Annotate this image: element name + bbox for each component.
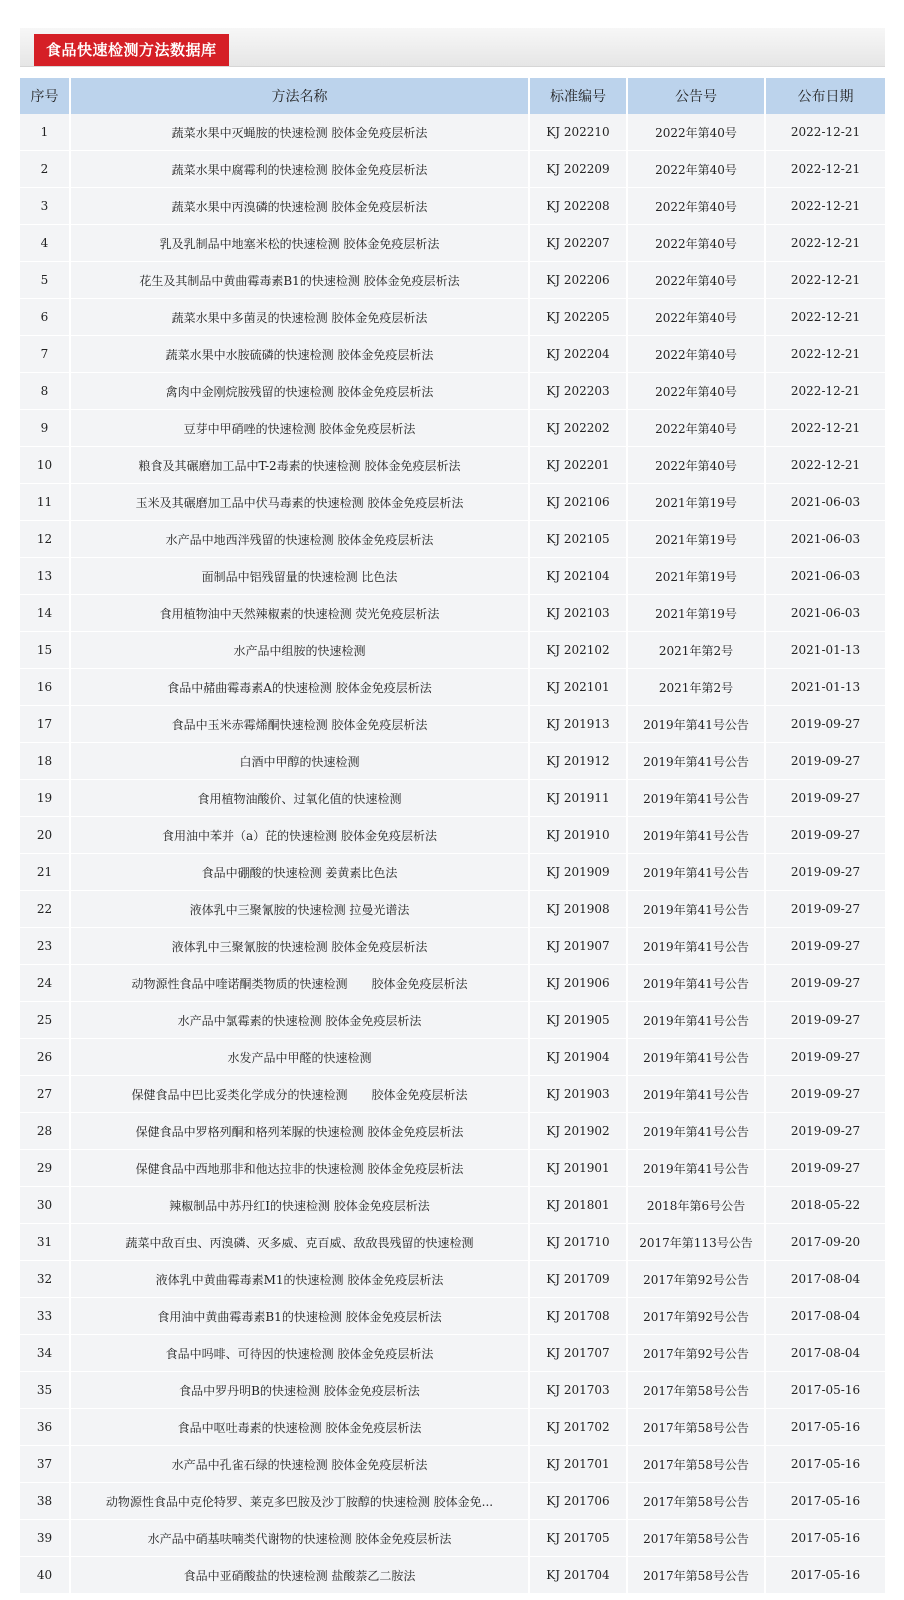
- cell-publish-date: 2022-12-21: [766, 373, 885, 410]
- cell-method-name[interactable]: 蔬菜水果中水胺硫磷的快速检测 胶体金免疫层析法: [71, 336, 530, 373]
- cell-method-name[interactable]: 面制品中铝残留量的快速检测 比色法: [71, 558, 530, 595]
- cell-announcement-number: 2019年第41号公告: [628, 1150, 766, 1187]
- cell-index: 36: [20, 1409, 71, 1446]
- cell-standard-number: KJ 201904: [530, 1039, 628, 1076]
- cell-method-name[interactable]: 蔬菜水果中多菌灵的快速检测 胶体金免疫层析法: [71, 299, 530, 336]
- cell-publish-date: 2017-05-16: [766, 1483, 885, 1520]
- cell-standard-number: KJ 201704: [530, 1557, 628, 1594]
- cell-announcement-number: 2017年第58号公告: [628, 1409, 766, 1446]
- cell-standard-number: KJ 201910: [530, 817, 628, 854]
- page: [20, 28, 885, 1594]
- cell-index: 11: [20, 484, 71, 521]
- cell-standard-number: KJ 202202: [530, 410, 628, 447]
- table-row[interactable]: [20, 1335, 885, 1372]
- cell-publish-date: 2017-05-16: [766, 1520, 885, 1557]
- cell-index: 13: [20, 558, 71, 595]
- cell-announcement-number: 2019年第41号公告: [628, 1002, 766, 1039]
- cell-method-name[interactable]: 辣椒制品中苏丹红I的快速检测 胶体金免疫层析法: [71, 1187, 530, 1224]
- table-row[interactable]: [20, 188, 885, 225]
- cell-index: 3: [20, 188, 71, 225]
- table-row[interactable]: [20, 1409, 885, 1446]
- cell-standard-number: KJ 201705: [530, 1520, 628, 1557]
- cell-announcement-number: 2019年第41号公告: [628, 854, 766, 891]
- cell-announcement-number: 2019年第41号公告: [628, 780, 766, 817]
- cell-announcement-number: 2022年第40号: [628, 225, 766, 262]
- cell-index: 5: [20, 262, 71, 299]
- cell-index: 26: [20, 1039, 71, 1076]
- cell-announcement-number: 2017年第58号公告: [628, 1483, 766, 1520]
- cell-standard-number: KJ 201703: [530, 1372, 628, 1409]
- cell-index: 30: [20, 1187, 71, 1224]
- table-row[interactable]: [20, 225, 885, 262]
- cell-announcement-number: 2019年第41号公告: [628, 706, 766, 743]
- cell-standard-number: KJ 201905: [530, 1002, 628, 1039]
- cell-announcement-number: 2022年第40号: [628, 373, 766, 410]
- cell-method-name[interactable]: 禽肉中金刚烷胺残留的快速检测 胶体金免疫层析法: [71, 373, 530, 410]
- cell-publish-date: 2019-09-27: [766, 854, 885, 891]
- cell-method-name[interactable]: 水产品中孔雀石绿的快速检测 胶体金免疫层析法: [71, 1446, 530, 1483]
- cell-publish-date: 2022-12-21: [766, 188, 885, 225]
- cell-publish-date: 2019-09-27: [766, 780, 885, 817]
- cell-method-name[interactable]: 食品中玉米赤霉烯酮快速检测 胶体金免疫层析法: [71, 706, 530, 743]
- cell-standard-number: KJ 201708: [530, 1298, 628, 1335]
- cell-method-name[interactable]: 食品中亚硝酸盐的快速检测 盐酸萘乙二胺法: [71, 1557, 530, 1594]
- table-row[interactable]: [20, 1002, 885, 1039]
- table-row[interactable]: [20, 1224, 885, 1261]
- cell-index: 17: [20, 706, 71, 743]
- cell-announcement-number: 2022年第40号: [628, 447, 766, 484]
- cell-publish-date: 2019-09-27: [766, 928, 885, 965]
- table-row[interactable]: [20, 1520, 885, 1557]
- cell-publish-date: 2021-01-13: [766, 669, 885, 706]
- cell-method-name[interactable]: 动物源性食品中喹诺酮类物质的快速检测 胶体金免疫层析法: [71, 965, 530, 1002]
- cell-publish-date: 2019-09-27: [766, 1113, 885, 1150]
- cell-announcement-number: 2017年第58号公告: [628, 1446, 766, 1483]
- cell-standard-number: KJ 201706: [530, 1483, 628, 1520]
- cell-publish-date: 2017-08-04: [766, 1298, 885, 1335]
- cell-index: 39: [20, 1520, 71, 1557]
- cell-standard-number: KJ 201902: [530, 1113, 628, 1150]
- cell-announcement-number: 2017年第113号公告: [628, 1224, 766, 1261]
- cell-announcement-number: 2022年第40号: [628, 262, 766, 299]
- table-row[interactable]: [20, 780, 885, 817]
- cell-method-name[interactable]: 食品中呕吐毒素的快速检测 胶体金免疫层析法: [71, 1409, 530, 1446]
- cell-index: 28: [20, 1113, 71, 1150]
- cell-standard-number: KJ 202209: [530, 151, 628, 188]
- table-row[interactable]: [20, 521, 885, 558]
- cell-index: 14: [20, 595, 71, 632]
- cell-announcement-number: 2022年第40号: [628, 188, 766, 225]
- cell-standard-number: KJ 201909: [530, 854, 628, 891]
- table-row[interactable]: [20, 1113, 885, 1150]
- cell-index: 20: [20, 817, 71, 854]
- cell-publish-date: 2017-08-04: [766, 1261, 885, 1298]
- cell-announcement-number: 2021年第2号: [628, 669, 766, 706]
- cell-standard-number: KJ 201710: [530, 1224, 628, 1261]
- cell-announcement-number: 2022年第40号: [628, 410, 766, 447]
- table-row[interactable]: [20, 373, 885, 410]
- cell-announcement-number: 2017年第92号公告: [628, 1335, 766, 1372]
- cell-publish-date: 2019-09-27: [766, 706, 885, 743]
- table-row[interactable]: [20, 854, 885, 891]
- cell-index: 4: [20, 225, 71, 262]
- cell-standard-number: KJ 201901: [530, 1150, 628, 1187]
- table-row[interactable]: [20, 743, 885, 780]
- cell-standard-number: KJ 201907: [530, 928, 628, 965]
- cell-standard-number: KJ 202104: [530, 558, 628, 595]
- cell-announcement-number: 2022年第40号: [628, 299, 766, 336]
- cell-method-name[interactable]: 水产品中氯霉素的快速检测 胶体金免疫层析法: [71, 1002, 530, 1039]
- header-standard-number[interactable]: 标准编号: [530, 78, 628, 114]
- cell-standard-number: KJ 201912: [530, 743, 628, 780]
- cell-publish-date: 2022-12-21: [766, 299, 885, 336]
- cell-method-name[interactable]: 乳及乳制品中地塞米松的快速检测 胶体金免疫层析法: [71, 225, 530, 262]
- cell-index: 7: [20, 336, 71, 373]
- table-header: [20, 78, 885, 114]
- cell-index: 32: [20, 1261, 71, 1298]
- cell-index: 29: [20, 1150, 71, 1187]
- cell-publish-date: 2018-05-22: [766, 1187, 885, 1224]
- cell-standard-number: KJ 202201: [530, 447, 628, 484]
- cell-standard-number: KJ 201709: [530, 1261, 628, 1298]
- cell-standard-number: KJ 201913: [530, 706, 628, 743]
- cell-announcement-number: 2019年第41号公告: [628, 1076, 766, 1113]
- cell-announcement-number: 2019年第41号公告: [628, 743, 766, 780]
- cell-method-name[interactable]: 食品中罗丹明B的快速检测 胶体金免疫层析法: [71, 1372, 530, 1409]
- cell-announcement-number: 2019年第41号公告: [628, 928, 766, 965]
- cell-method-name[interactable]: 液体乳中黄曲霉毒素M1的快速检测 胶体金免疫层析法: [71, 1261, 530, 1298]
- table-row[interactable]: [20, 410, 885, 447]
- table-row[interactable]: [20, 1483, 885, 1520]
- table-row[interactable]: [20, 817, 885, 854]
- cell-announcement-number: 2017年第92号公告: [628, 1298, 766, 1335]
- table-row[interactable]: [20, 1298, 885, 1335]
- cell-index: 24: [20, 965, 71, 1002]
- cell-publish-date: 2019-09-27: [766, 891, 885, 928]
- cell-publish-date: 2022-12-21: [766, 262, 885, 299]
- cell-publish-date: 2019-09-27: [766, 965, 885, 1002]
- cell-index: 34: [20, 1335, 71, 1372]
- cell-method-name[interactable]: 食用植物油酸价、过氧化值的快速检测: [71, 780, 530, 817]
- cell-method-name[interactable]: 食用植物油中天然辣椒素的快速检测 荧光免疫层析法: [71, 595, 530, 632]
- cell-method-name[interactable]: 水产品中硝基呋喃类代谢物的快速检测 胶体金免疫层析法: [71, 1520, 530, 1557]
- cell-publish-date: 2021-06-03: [766, 595, 885, 632]
- title-bar: [20, 28, 885, 67]
- cell-announcement-number: 2017年第58号公告: [628, 1372, 766, 1409]
- cell-publish-date: 2022-12-21: [766, 151, 885, 188]
- cell-standard-number: KJ 201908: [530, 891, 628, 928]
- cell-index: 27: [20, 1076, 71, 1113]
- cell-standard-number: KJ 202101: [530, 669, 628, 706]
- table-row[interactable]: [20, 262, 885, 299]
- cell-standard-number: KJ 201906: [530, 965, 628, 1002]
- table-row[interactable]: [20, 336, 885, 373]
- cell-publish-date: 2017-05-16: [766, 1372, 885, 1409]
- cell-announcement-number: 2021年第19号: [628, 521, 766, 558]
- table-row[interactable]: [20, 1261, 885, 1298]
- cell-standard-number: KJ 202204: [530, 336, 628, 373]
- cell-announcement-number: 2019年第41号公告: [628, 965, 766, 1002]
- cell-announcement-number: 2017年第58号公告: [628, 1520, 766, 1557]
- table-body: [20, 114, 885, 1594]
- cell-announcement-number: 2022年第40号: [628, 151, 766, 188]
- methods-table: [20, 78, 885, 1594]
- cell-method-name[interactable]: 保健食品中巴比妥类化学成分的快速检测 胶体金免疫层析法: [71, 1076, 530, 1113]
- cell-index: 33: [20, 1298, 71, 1335]
- table-row[interactable]: [20, 558, 885, 595]
- cell-standard-number: KJ 202210: [530, 114, 628, 151]
- cell-announcement-number: 2019年第41号公告: [628, 1113, 766, 1150]
- cell-index: 15: [20, 632, 71, 669]
- table-header-row: [20, 78, 885, 114]
- cell-index: 38: [20, 1483, 71, 1520]
- header-index[interactable]: 序号: [20, 78, 71, 114]
- cell-index: 9: [20, 410, 71, 447]
- table-row[interactable]: [20, 1187, 885, 1224]
- table-row[interactable]: [20, 1150, 885, 1187]
- cell-publish-date: 2022-12-21: [766, 336, 885, 373]
- cell-publish-date: 2019-09-27: [766, 1150, 885, 1187]
- cell-standard-number: KJ 201707: [530, 1335, 628, 1372]
- cell-standard-number: KJ 201911: [530, 780, 628, 817]
- table-row[interactable]: [20, 632, 885, 669]
- table-row[interactable]: [20, 1446, 885, 1483]
- cell-standard-number: KJ 202103: [530, 595, 628, 632]
- cell-publish-date: 2019-09-27: [766, 817, 885, 854]
- cell-method-name[interactable]: 食用油中苯并（a）芘的快速检测 胶体金免疫层析法: [71, 817, 530, 854]
- table-row[interactable]: [20, 928, 885, 965]
- cell-index: 40: [20, 1557, 71, 1594]
- cell-announcement-number: 2017年第92号公告: [628, 1261, 766, 1298]
- table-row[interactable]: [20, 1076, 885, 1113]
- cell-index: 8: [20, 373, 71, 410]
- cell-index: 31: [20, 1224, 71, 1261]
- cell-method-name[interactable]: 玉米及其碾磨加工品中伏马毒素的快速检测 胶体金免疫层析法: [71, 484, 530, 521]
- cell-index: 37: [20, 1446, 71, 1483]
- cell-publish-date: 2022-12-21: [766, 447, 885, 484]
- cell-index: 1: [20, 114, 71, 151]
- cell-announcement-number: 2022年第40号: [628, 114, 766, 151]
- cell-index: 2: [20, 151, 71, 188]
- cell-publish-date: 2021-06-03: [766, 484, 885, 521]
- table-row[interactable]: [20, 1372, 885, 1409]
- cell-method-name[interactable]: 食品中吗啡、可待因的快速检测 胶体金免疫层析法: [71, 1335, 530, 1372]
- cell-method-name[interactable]: 水产品中地西泮残留的快速检测 胶体金免疫层析法: [71, 521, 530, 558]
- cell-publish-date: 2021-06-03: [766, 558, 885, 595]
- cell-publish-date: 2019-09-27: [766, 743, 885, 780]
- cell-index: 22: [20, 891, 71, 928]
- cell-index: 6: [20, 299, 71, 336]
- cell-announcement-number: 2021年第19号: [628, 484, 766, 521]
- cell-index: 10: [20, 447, 71, 484]
- table-row[interactable]: [20, 595, 885, 632]
- cell-standard-number: KJ 202205: [530, 299, 628, 336]
- cell-announcement-number: 2021年第19号: [628, 595, 766, 632]
- cell-announcement-number: 2018年第6号公告: [628, 1187, 766, 1224]
- cell-standard-number: KJ 202102: [530, 632, 628, 669]
- cell-publish-date: 2021-06-03: [766, 521, 885, 558]
- table-row[interactable]: [20, 965, 885, 1002]
- cell-index: 21: [20, 854, 71, 891]
- cell-standard-number: KJ 201701: [530, 1446, 628, 1483]
- cell-standard-number: KJ 201903: [530, 1076, 628, 1113]
- cell-standard-number: KJ 202208: [530, 188, 628, 225]
- cell-publish-date: 2017-08-04: [766, 1335, 885, 1372]
- cell-publish-date: 2022-12-21: [766, 410, 885, 447]
- cell-publish-date: 2019-09-27: [766, 1002, 885, 1039]
- cell-method-name[interactable]: 液体乳中三聚氰胺的快速检测 胶体金免疫层析法: [71, 928, 530, 965]
- cell-publish-date: 2021-01-13: [766, 632, 885, 669]
- cell-publish-date: 2019-09-27: [766, 1076, 885, 1113]
- cell-standard-number: KJ 201801: [530, 1187, 628, 1224]
- cell-index: 16: [20, 669, 71, 706]
- table-row[interactable]: [20, 447, 885, 484]
- cell-method-name[interactable]: 液体乳中三聚氰胺的快速检测 拉曼光谱法: [71, 891, 530, 928]
- cell-method-name[interactable]: 动物源性食品中克伦特罗、莱克多巴胺及沙丁胺醇的快速检测 胶体金免...: [71, 1483, 530, 1520]
- cell-method-name[interactable]: 水发产品中甲醛的快速检测: [71, 1039, 530, 1076]
- table-row[interactable]: [20, 151, 885, 188]
- header-method-name[interactable]: 方法名称: [71, 78, 530, 114]
- table-row[interactable]: [20, 1039, 885, 1076]
- cell-method-name[interactable]: 蔬菜中敌百虫、丙溴磷、灭多威、克百威、敌敌畏残留的快速检测: [71, 1224, 530, 1261]
- cell-method-name[interactable]: 蔬菜水果中灭蝇胺的快速检测 胶体金免疫层析法: [71, 114, 530, 151]
- cell-announcement-number: 2017年第58号公告: [628, 1557, 766, 1594]
- cell-index: 25: [20, 1002, 71, 1039]
- table-row[interactable]: [20, 706, 885, 743]
- header-announcement-number[interactable]: 公告号: [628, 78, 766, 114]
- cell-publish-date: 2022-12-21: [766, 225, 885, 262]
- cell-index: 35: [20, 1372, 71, 1409]
- cell-method-name[interactable]: 保健食品中西地那非和他达拉非的快速检测 胶体金免疫层析法: [71, 1150, 530, 1187]
- table-row[interactable]: [20, 484, 885, 521]
- cell-method-name[interactable]: 食品中赭曲霉毒素A的快速检测 胶体金免疫层析法: [71, 669, 530, 706]
- cell-publish-date: 2022-12-21: [766, 114, 885, 151]
- cell-announcement-number: 2019年第41号公告: [628, 817, 766, 854]
- cell-method-name[interactable]: 水产品中组胺的快速检测: [71, 632, 530, 669]
- cell-publish-date: 2017-05-16: [766, 1446, 885, 1483]
- cell-method-name[interactable]: 保健食品中罗格列酮和格列苯脲的快速检测 胶体金免疫层析法: [71, 1113, 530, 1150]
- cell-announcement-number: 2021年第2号: [628, 632, 766, 669]
- cell-publish-date: 2017-05-16: [766, 1409, 885, 1446]
- cell-standard-number: KJ 201702: [530, 1409, 628, 1446]
- cell-announcement-number: 2019年第41号公告: [628, 891, 766, 928]
- table-row[interactable]: [20, 669, 885, 706]
- cell-publish-date: 2019-09-27: [766, 1039, 885, 1076]
- cell-standard-number: KJ 202105: [530, 521, 628, 558]
- cell-method-name[interactable]: 粮食及其碾磨加工品中T-2毒素的快速检测 胶体金免疫层析法: [71, 447, 530, 484]
- table-row[interactable]: [20, 1557, 885, 1594]
- cell-publish-date: 2017-05-16: [766, 1557, 885, 1594]
- cell-method-name[interactable]: 食品中硼酸的快速检测 姜黄素比色法: [71, 854, 530, 891]
- table-row[interactable]: [20, 299, 885, 336]
- cell-publish-date: 2017-09-20: [766, 1224, 885, 1261]
- table-row[interactable]: [20, 114, 885, 151]
- header-publish-date[interactable]: 公布日期: [766, 78, 885, 114]
- cell-index: 12: [20, 521, 71, 558]
- cell-method-name[interactable]: 食用油中黄曲霉毒素B1的快速检测 胶体金免疫层析法: [71, 1298, 530, 1335]
- cell-announcement-number: 2021年第19号: [628, 558, 766, 595]
- cell-method-name[interactable]: 白酒中甲醇的快速检测: [71, 743, 530, 780]
- cell-index: 19: [20, 780, 71, 817]
- cell-method-name[interactable]: 花生及其制品中黄曲霉毒素B1的快速检测 胶体金免疫层析法: [71, 262, 530, 299]
- page-title: 食品快速检测方法数据库: [34, 34, 229, 66]
- cell-standard-number: KJ 202207: [530, 225, 628, 262]
- cell-index: 18: [20, 743, 71, 780]
- cell-method-name[interactable]: 豆芽中甲硝唑的快速检测 胶体金免疫层析法: [71, 410, 530, 447]
- cell-announcement-number: 2022年第40号: [628, 336, 766, 373]
- cell-standard-number: KJ 202106: [530, 484, 628, 521]
- cell-method-name[interactable]: 蔬菜水果中丙溴磷的快速检测 胶体金免疫层析法: [71, 188, 530, 225]
- cell-index: 23: [20, 928, 71, 965]
- table-row[interactable]: [20, 891, 885, 928]
- cell-announcement-number: 2019年第41号公告: [628, 1039, 766, 1076]
- cell-standard-number: KJ 202206: [530, 262, 628, 299]
- cell-method-name[interactable]: 蔬菜水果中腐霉利的快速检测 胶体金免疫层析法: [71, 151, 530, 188]
- cell-standard-number: KJ 202203: [530, 373, 628, 410]
